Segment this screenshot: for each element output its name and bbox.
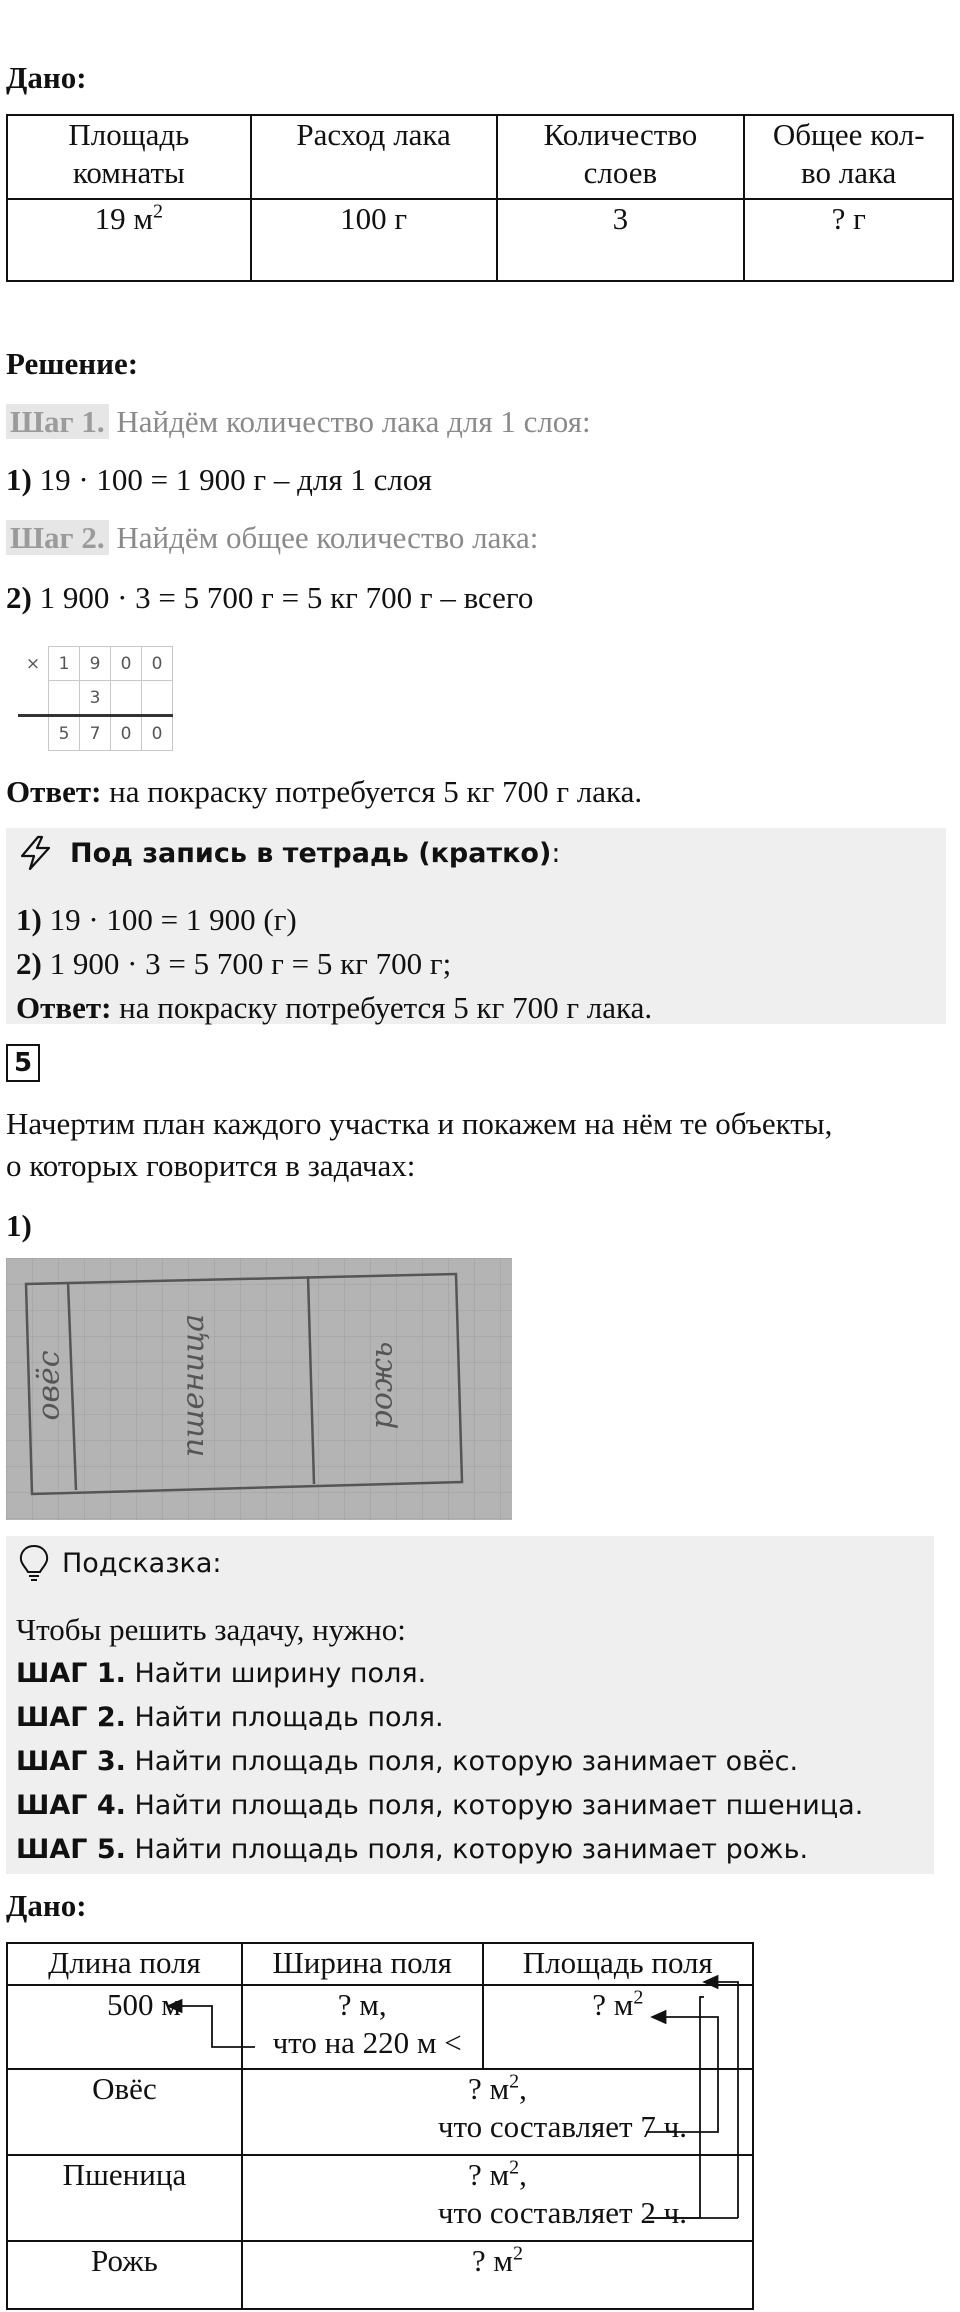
crop-area-cell: ? $м^2$, что составляет 7 ч. [242,2069,753,2155]
task-number: 5 [6,1044,40,1082]
mult-digit [49,681,80,716]
mult-digit: 9 [80,647,111,681]
length-cell: 500 м [7,1985,242,2069]
mult-digit [111,681,142,716]
hint-step: ШАГ 1. Найти ширину поля. [16,1658,427,1689]
header-cell: Количество слоев [497,115,745,199]
crop-label-cell: Овёс [7,2069,242,2155]
notebook-title: Под запись в тетрадь (кратко): [70,838,561,869]
value-cell: ? г [744,199,953,281]
value-cell: 3 [497,199,745,281]
crop-area-cell: ? $м^2$ [242,2241,753,2309]
mult-digit [142,681,173,716]
value-cell: 100 г [251,199,497,281]
lightning-icon [16,834,56,872]
hint-step: ШАГ 5. Найти площадь поля, которую занимает рожь. [16,1834,809,1865]
mult-digit: 3 [80,681,111,716]
given-label-2: Дано: [6,1888,87,1923]
header-cell: Расход лака [251,115,497,199]
drawing-label-wheat: пшеница [176,1313,212,1458]
step-1 [6,402,591,442]
mult-digit: 1 [49,647,80,681]
step-text: Найдём количество лака для 1 слоя: [116,404,591,439]
step-tag: Шаг 2. [6,520,109,555]
table-arrows [0,1942,760,2312]
hint-title: Подсказка: [62,1548,222,1579]
solution-line-1: 1) 19 · 100 = 1 900 г – для 1 слоя [6,462,432,497]
step-tag: Шаг 1. [6,404,109,439]
column-multiplication [18,646,173,751]
header-cell: Площадь комнаты [7,115,251,199]
field-plan-drawing [6,1258,512,1520]
given-table [6,114,954,282]
hint-step: ШАГ 4. Найти площадь поля, которую занимает пшеница. [16,1790,864,1821]
notebook-line-1: 1) 19 · 100 = 1 900 (г) [16,902,297,937]
task5-intro-line-2: о которых говорится в задачах: [6,1148,416,1183]
step-text: Найдём общее количество лака: [116,520,539,555]
header-cell: Площадь поля [483,1943,753,1985]
hint-step: ШАГ 3. Найти площадь поля, которую занимает овёс. [16,1746,799,1777]
drawing-label-rye: рожь [364,1341,400,1430]
crop-label-cell: Рожь [7,2241,242,2309]
answer: Ответ: на покраску потребуется 5 кг 700 г лака. [6,774,643,809]
crop-label-cell: Пшеница [7,2155,242,2241]
drawing-label-oats: овёс [31,1350,67,1421]
step-2 [6,518,538,558]
hint-intro: Чтобы решить задачу, нужно: [16,1612,406,1647]
lightbulb-icon [16,1542,52,1584]
area-cell: ? $м^2$ [483,1985,753,2069]
header-cell: Длина поля [7,1943,242,1985]
notebook-answer: Ответ: на покраску потребуется 5 кг 700 г лака. [16,990,653,1025]
solution-label: Решение: [6,346,139,381]
header-cell: Ширина поля [242,1943,483,1985]
crop-area-cell: ? $м^2$, что составляет 2 ч. [242,2155,753,2241]
width-cell: ? м, что на 220 м < [242,1985,483,2069]
hint-step: ШАГ 2. Найти площадь поля. [16,1702,444,1733]
mult-digit: 0 [111,716,142,751]
value-cell: 19 $м^2$ [7,199,251,281]
task5-intro-line-1: Начертим план каждого участка и покажем на нём те объекты, [6,1106,833,1141]
given-label: Дано: [6,60,87,95]
mult-digit: 0 [142,647,173,681]
header-cell: Общее кол- во лака [744,115,953,199]
mult-digit: 0 [111,647,142,681]
part-1-label: 1) [6,1208,32,1243]
mult-sign: × [25,653,41,674]
mult-digit: 0 [142,716,173,751]
solution-line-2: 2) 1 900 · 3 = 5 700 г = 5 кг 700 г – всего [6,580,534,615]
mult-digit: 5 [49,716,80,751]
notebook-line-2: 2) 1 900 · 3 = 5 700 г = 5 кг 700 г; [16,946,452,981]
mult-digit: 7 [80,716,111,751]
